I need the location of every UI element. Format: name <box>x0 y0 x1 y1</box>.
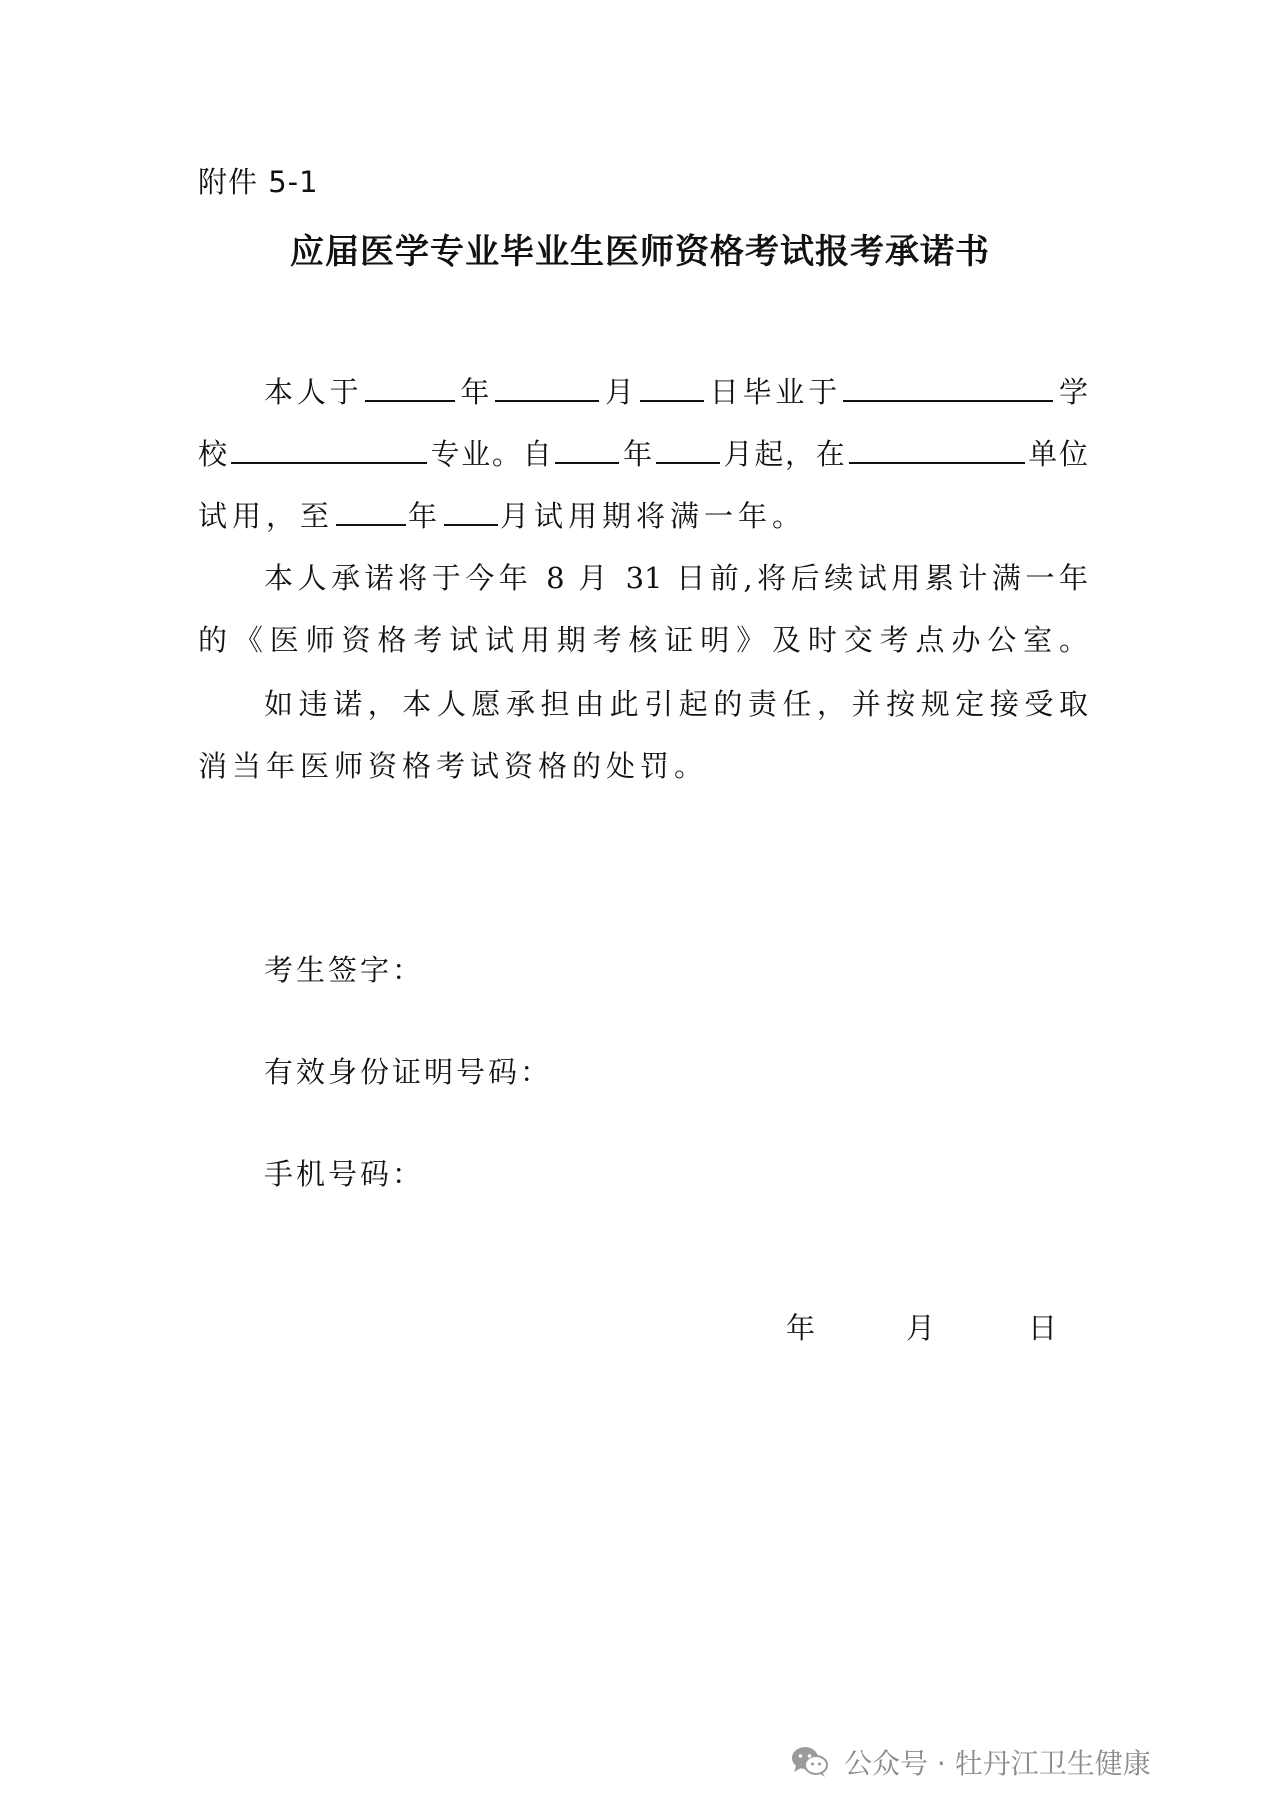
attachment-label: 附件 5-1 <box>198 165 319 199</box>
start-month-blank <box>656 432 720 464</box>
paragraph-1-line-1 <box>198 370 1088 410</box>
text-fragment: 校 <box>198 437 229 471</box>
text-fragment: 年 <box>621 437 654 471</box>
wechat-icon <box>790 1745 830 1779</box>
school-blank <box>843 370 1053 402</box>
id-number-label: 有效身份证明号码： <box>264 1055 553 1089</box>
start-year-blank <box>555 432 619 464</box>
date-month: 月 <box>906 1311 936 1345</box>
text-fragment: 本人于 <box>264 375 363 409</box>
date-day: 日 <box>1028 1311 1058 1345</box>
text-fragment: 月起，在 <box>721 437 847 471</box>
wechat-account-watermark <box>790 1740 1151 1784</box>
footer-text: 公众号 · 牡丹江卫生健康 <box>844 1747 1151 1780</box>
paragraph-3-line-1: 如违诺，本人愿承担由此引起的责任，并按规定接受取 <box>264 687 1088 721</box>
paragraph-3-line-2: 消当年医师资格考试资格的处罚。 <box>198 749 709 783</box>
paragraph-2-line-1: 本人承诺将于今年 8 月 31 日前,将后续试用累计满一年 <box>264 561 1088 595</box>
text-fragment: 年 <box>408 499 443 533</box>
document-title: 应届医学专业毕业生医师资格考试报考承诺书 <box>290 232 990 272</box>
end-month-blank <box>444 494 498 526</box>
paragraph-1-line-3 <box>198 494 1088 534</box>
graduation-month-blank <box>495 370 599 402</box>
graduation-day-blank <box>640 370 704 402</box>
paragraph-1-line-2 <box>198 432 1088 472</box>
text-fragment: 试用，至 <box>198 499 335 533</box>
candidate-signature-label: 考生签字： <box>264 953 425 987</box>
text-fragment: 日毕业于 <box>705 375 842 409</box>
text-fragment: 月试用期将满一年。 <box>500 499 807 533</box>
date-year: 年 <box>786 1311 816 1345</box>
unit-blank <box>849 432 1025 464</box>
text-fragment: 单位 <box>1026 437 1088 471</box>
major-blank <box>231 432 427 464</box>
text-fragment: 专业。自 <box>428 437 554 471</box>
graduation-year-blank <box>365 370 455 402</box>
text-fragment: 年 <box>456 375 494 409</box>
end-year-blank <box>336 494 406 526</box>
text-fragment: 学 <box>1055 375 1088 409</box>
phone-number-label: 手机号码： <box>264 1157 425 1191</box>
text-fragment: 月 <box>601 375 638 409</box>
paragraph-2-line-2: 的《医师资格考试试用期考核证明》及时交考点办公室。 <box>198 623 1088 657</box>
